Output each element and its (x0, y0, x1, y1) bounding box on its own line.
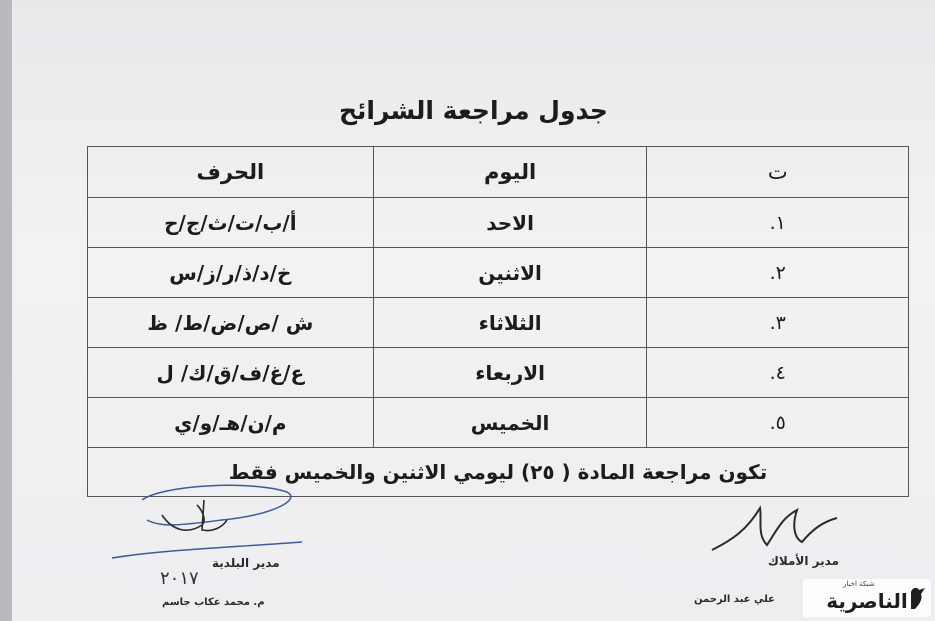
watermark-logo (803, 579, 931, 617)
signature-right-scribble (702, 500, 852, 560)
row-num: ٢. (647, 248, 909, 298)
table-row (88, 248, 909, 298)
table-header-row (88, 147, 909, 198)
row-day: الثلاثاء (373, 298, 647, 348)
signature-right-name: علي عبد الرحمن (694, 594, 775, 605)
row-num: ٥. (647, 398, 909, 448)
row-letters: خ/د/ذ/ر/ز/س (88, 248, 374, 298)
row-day: الاربعاء (373, 348, 647, 398)
table-row (88, 348, 909, 398)
signature-right-title: مدير الأملاك (767, 554, 839, 568)
header-letters: الحرف (88, 147, 374, 198)
watermark-subtext: شبكة اخبار (843, 580, 875, 588)
schedule-table (87, 146, 909, 497)
table-row (88, 398, 909, 448)
row-letters: أ/ب/ت/ث/ج/ح (88, 198, 374, 248)
row-letters: ش /ص/ض/ط/ ظ (88, 298, 374, 348)
table-row (88, 298, 909, 348)
signature-left-title: مدير البلدية (212, 556, 280, 570)
row-letters: ع/غ/ف/ق/ك/ ل (88, 348, 374, 398)
header-num: ت (647, 147, 909, 198)
document-page (12, 0, 935, 621)
row-day: الاحد (373, 198, 647, 248)
row-day: الاثنين (373, 248, 647, 298)
row-num: ٤. (647, 348, 909, 398)
signature-left-date: ٢٠١٧ (160, 568, 199, 589)
document-title: جدول مراجعة الشرائح (339, 96, 608, 125)
row-day: الخميس (373, 398, 647, 448)
row-letters: م/ن/هـ/و/ي (88, 398, 374, 448)
table-row (88, 198, 909, 248)
signature-left-name: م. محمد عكاب جاسم (162, 597, 265, 608)
table-note: تكون مراجعة المادة ( ٢٥) ليومي الاثنين والخميس فقط (88, 448, 909, 497)
bird-logo-icon (907, 585, 927, 611)
row-num: ١. (647, 198, 909, 248)
header-day: اليوم (373, 147, 647, 198)
table-note-row (88, 448, 909, 497)
watermark-text: الناصرية (826, 589, 908, 613)
row-num: ٣. (647, 298, 909, 348)
